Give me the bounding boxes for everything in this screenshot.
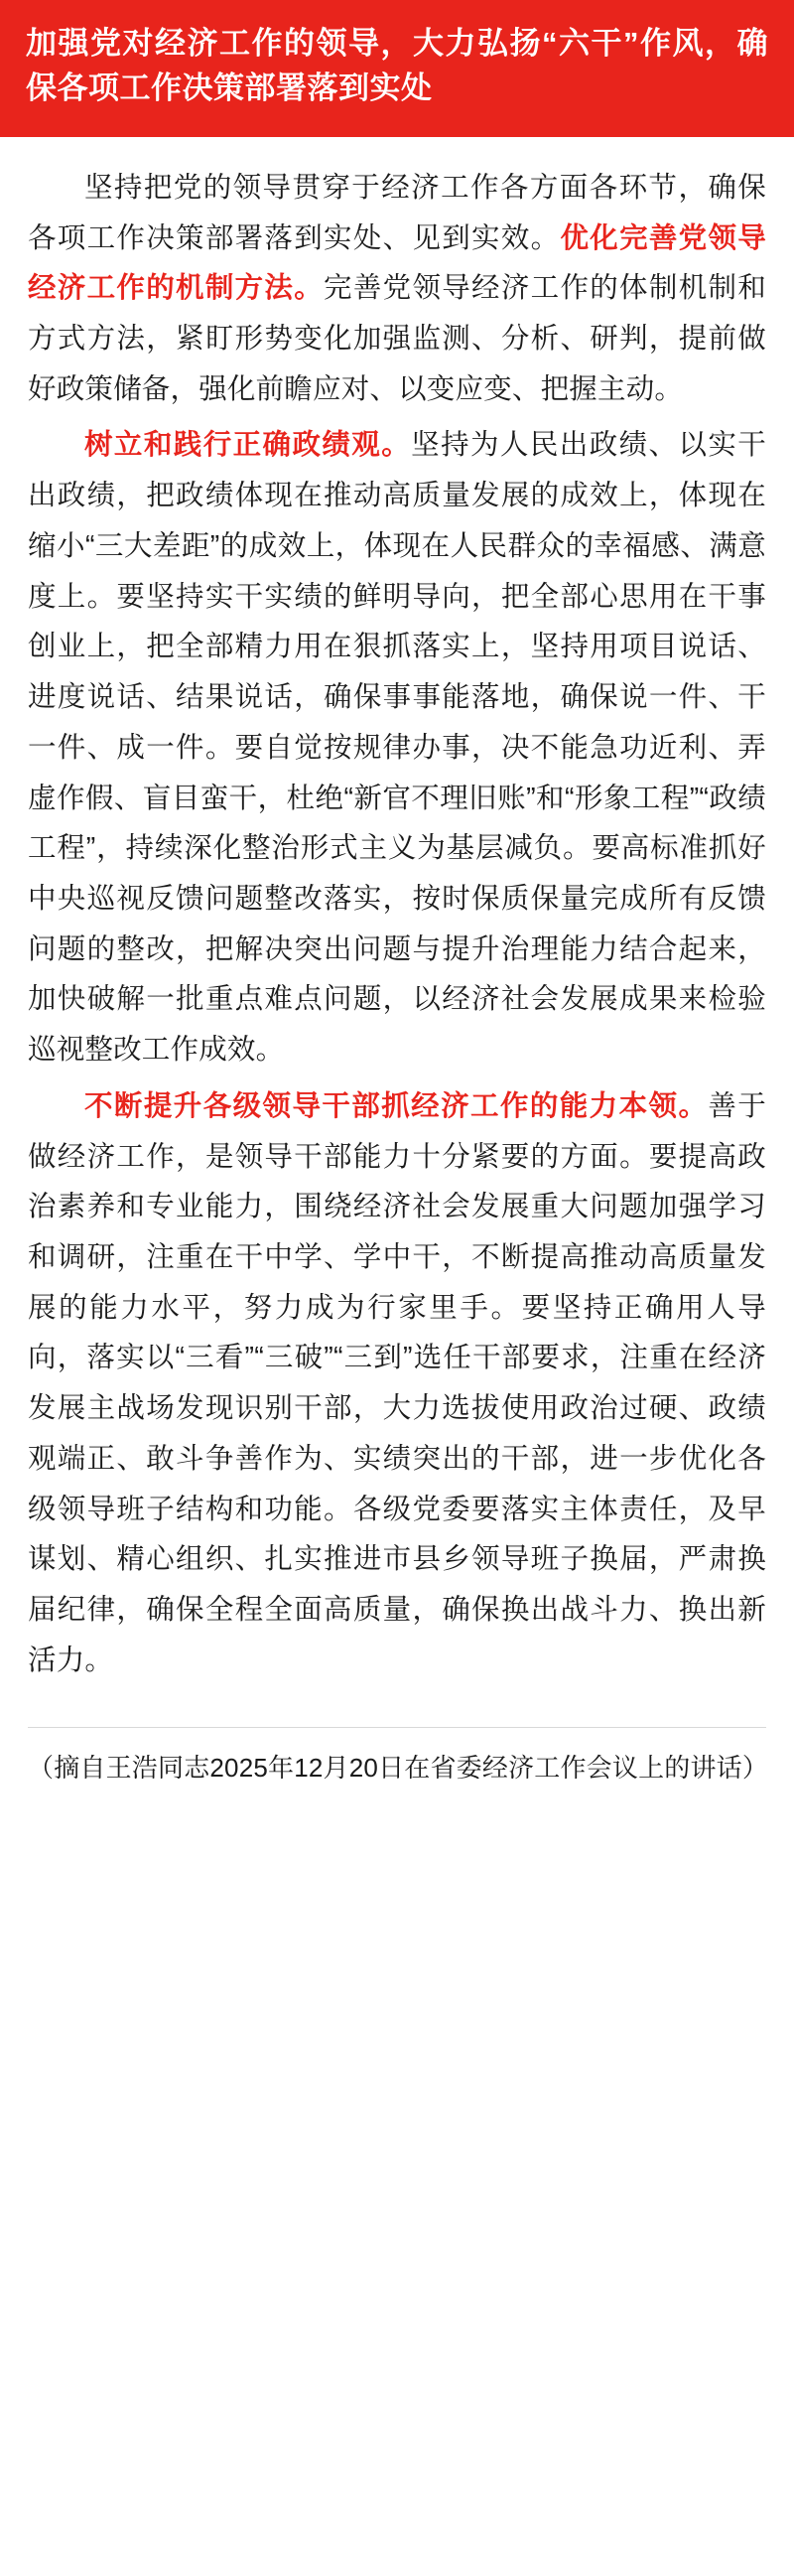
- paragraph-1: [28, 163, 766, 415]
- section-divider: [28, 1727, 766, 1728]
- paragraph-2-highlight: 树立和践行正确政绩观。: [84, 429, 412, 462]
- paragraph-3: [28, 1081, 766, 1686]
- paragraph-3-text: 善于做经济工作，是领导干部能力十分紧要的方面。要提高政治素养和专业能力，围绕经济社会发展重大问题加强学习和调研，注重在干中学、学中干，不断提高推动高质量发展的能力水平，努力成为行家里手。要坚持正确用人导向，落实以“三看”“三破”“三到”选任干部要求，注重在经济发展主战场发现识别干部，大力选拔使用政治过硬、政绩观端正、敢斗争善作为、实绩突出的干部，进一步优化各级领导班子结构和功能。各级党委要落实主体责任，及早谋划、精心组织、扎实推进市县乡领导班子换届，严肃换届纪律，确保全程全面高质量，确保换出战斗力、换出新活力。: [28, 1089, 766, 1676]
- paragraph-1-text-2: 完善党领导经济工作的体制机制和方式方法，紧盯形势变化加强监测、分析、研判，提前做好政策储备，强化前瞻应对、以变应变、把握主动。: [28, 272, 766, 405]
- paragraph-1-highlight: 优化完善党领导经济工作的机制方法。: [28, 221, 766, 305]
- bottom-spacer: [0, 1820, 794, 1860]
- document-header-banner: [0, 0, 794, 137]
- source-note: （摘自王浩同志2025年12月20日在省委经济工作会议上的讲话）: [28, 1753, 769, 1784]
- paragraph-3-highlight: 不断提升各级领导干部抓经济工作的能力本领。: [84, 1089, 709, 1122]
- page-title: 加强党对经济工作的领导，大力弘扬“六干”作风，确保各项工作决策部署落到实处: [26, 26, 768, 105]
- paragraph-2-text: 坚持为人民出政绩、以实干出政绩，把政绩体现在推动高质量发展的成效上，体现在缩小“三大差距”的成效上，体现在人民群众的幸福感、满意度上。要坚持实干实绩的鲜明导向，把全部心思用在干事创业上，把全部精力用在狠抓落实上，坚持用项目说话、进度说话、结果说话，确保事事能落地，确保说一件、干一件、成一件。要自觉按规律办事，决不能急功近利、弄虚作假、盲目蛮干，杜绝“新官不理旧账”和“形象工程”“政绩工程”，持续深化整治形式主义为基层减负。要高标准抓好中央巡视反馈问题整改落实，按时保质保量完成所有反馈问题的整改，把解决突出问题与提升治理能力结合起来，加快破解一批重点难点问题，以经济社会发展成果来检验巡视整改工作成效。: [28, 429, 767, 1067]
- paragraph-1-text-1: 坚持把党的领导贯穿于经济工作各方面各环节，确保各项工作决策部署落到实处、见到实效。: [28, 171, 766, 254]
- paragraph-2: [28, 420, 766, 1074]
- document-body: [0, 137, 794, 1702]
